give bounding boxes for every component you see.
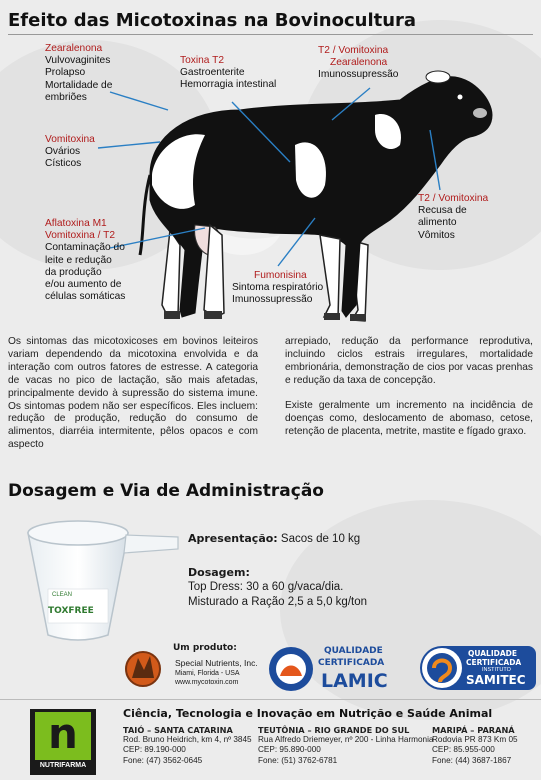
- body-text-left: Os sintomas das micotoxicoses em bovinos leiteiros variam dependendo da micotoxina envolvida e da interação com outros fatores de estresse. A categoria de vacas no pico de lactação, são mais afetadas, principalmente devido à supressão do sistema imune. Os sintomas podem não ser específicos. Eles incluem: redução de produção, redução do consumo de alimentos, diarréia intermitente, pêlos opacos e com aspecto: [8, 336, 258, 451]
- nutrifarma-logo: [30, 709, 96, 775]
- label-line: embriões: [45, 91, 87, 103]
- label-line: Recusa de: [418, 205, 467, 217]
- producer-label: Um produto:: [173, 643, 237, 653]
- office-taio: [123, 725, 252, 766]
- lamic-brand: LAMIC: [321, 670, 388, 692]
- label-toxin: Zearalenona: [45, 43, 103, 54]
- label-t2-vomitoxina-recusa: [418, 193, 488, 242]
- samitec-brand: SAMITEC: [466, 673, 526, 687]
- scoop-label-small: CLEAN: [52, 592, 73, 598]
- label-line: Gastroenterite: [180, 67, 245, 79]
- label-line: Ovários: [45, 146, 81, 158]
- label-line: leite e redução: [45, 254, 112, 266]
- office-city: TAIÓ – SANTA CATARINA: [123, 725, 233, 735]
- office-phone: Fone: (44) 3687-1867: [432, 755, 512, 765]
- presentation-value: Sacos de 10 kg: [280, 533, 361, 545]
- label-zearalenona: [45, 43, 112, 104]
- scoop-label-brand: TOXFREE: [48, 606, 94, 616]
- producer-company: Special Nutrients, Inc.: [175, 658, 258, 668]
- label-toxin: T2 / Vomitoxina: [418, 193, 489, 204]
- label-t2-vomitoxina-zearalenona: [318, 45, 398, 82]
- title-divider: [8, 34, 533, 35]
- lamic-certification-badge: [266, 644, 404, 694]
- presentation-row: [188, 532, 360, 546]
- nutrifarma-logo-text: NUTRIFARMA: [39, 762, 87, 769]
- office-cep: CEP: 95.890-000: [258, 745, 321, 755]
- lamic-top: QUALIDADE: [324, 646, 383, 656]
- label-line: Vulvovaginites: [45, 55, 111, 67]
- label-line: células somáticas: [45, 291, 126, 303]
- producer-info: [175, 659, 258, 688]
- label-toxin: Vomitoxina / T2: [45, 230, 116, 242]
- office-city: TEUTÔNIA – RIO GRANDE DO SUL: [258, 725, 410, 735]
- presentation-label: Apresentação:: [188, 532, 278, 545]
- label-toxin: Zearalenona: [330, 57, 388, 69]
- samitec-certification-badge: [420, 646, 536, 690]
- office-cep: CEP: 85.955-000: [432, 745, 495, 755]
- producer-address: Miami, Florida - USA: [175, 669, 240, 677]
- label-line: Sintoma respiratório: [232, 282, 324, 294]
- label-aflatoxina: [45, 218, 125, 303]
- label-line: Contaminação do: [45, 242, 125, 254]
- label-toxin: Fumonisina: [254, 270, 307, 281]
- samitec-emblem-icon: [420, 646, 464, 690]
- lamic-emblem-icon: [266, 644, 316, 694]
- dosage-line-2: Misturado a Ração 2,5 a 5,0 kg/ton: [188, 596, 367, 608]
- office-address: Rodovia PR 873 Km 05: [432, 735, 518, 745]
- special-nutrients-logo: [124, 648, 162, 690]
- label-toxin: Toxina T2: [180, 55, 224, 66]
- office-phone: Fone: (51) 3762-6781: [258, 755, 338, 765]
- label-toxin: Aflatoxina M1: [45, 218, 107, 229]
- label-line: Mortalidade de: [45, 79, 113, 91]
- label-line: Imunossupressão: [318, 69, 399, 81]
- producer-site: www.mycotoxin.com: [175, 679, 239, 686]
- office-maripa: [432, 725, 518, 766]
- lamic-mid: CERTIFICADA: [318, 658, 385, 668]
- office-cep: CEP: 89.190-000: [123, 745, 186, 755]
- label-toxin: Vomitoxina: [45, 134, 95, 145]
- samitec-mid: CERTIFICADA: [466, 658, 522, 667]
- label-line: Císticos: [45, 158, 82, 170]
- nutrifarma-logo-letter: n: [35, 712, 91, 760]
- dosage-line-1: Top Dress: 30 a 60 g/vaca/dia.: [188, 581, 344, 593]
- office-teutonia: [258, 725, 433, 766]
- label-fumonisina: [232, 270, 323, 307]
- footer-headline: Ciência, Tecnologia e Inovação em Nutrição e Saúde Animal: [123, 707, 493, 720]
- label-line: e/ou aumento de: [45, 279, 122, 291]
- office-city: MARIPÁ – PARANÁ: [432, 725, 515, 735]
- samitec-small: INSTITUTO: [482, 667, 511, 673]
- label-toxin: T2 / Vomitoxina: [318, 45, 389, 56]
- body-text-right-1: arrepiado, redução da performance reprodutiva, incluindo ciclos estrais irregulares, mortalidade embrionária, demonstração de cios por vacas prenhas e redução da taxa de concepção.: [285, 336, 533, 386]
- body-text-right-2: Existe geralmente um incremento na incidência de doenças como, deslocamento de abomaso, cetose, retenção de placenta, metrite, mastite e fígado graxo.: [285, 400, 533, 437]
- label-toxina-t2: [180, 55, 276, 92]
- label-line: da produção: [45, 266, 102, 278]
- label-line: alimento: [418, 217, 457, 229]
- label-line: Prolapso: [45, 67, 86, 79]
- footer-divider: [0, 699, 541, 700]
- dosage-section-title: Dosagem e Via de Administração: [8, 481, 324, 501]
- label-vomitoxina: [45, 134, 95, 171]
- dosage-label: Dosagem:: [188, 566, 250, 579]
- label-line: Imunossupressão: [232, 294, 313, 306]
- samitec-top: QUALIDADE: [468, 649, 517, 658]
- label-line: Hemorragia intestinal: [180, 79, 277, 91]
- page-title: Efeito das Micotoxinas na Bovinocultura: [8, 10, 417, 31]
- office-address: Rua Alfredo Driemeyer, nº 200 - Linha Harmonia: [258, 735, 434, 745]
- measuring-scoop-image: [8, 515, 183, 645]
- office-address: Rod. Bruno Heidrich, km 4, nº 3845: [123, 735, 252, 745]
- office-phone: Fone: (47) 3562-0645: [123, 755, 203, 765]
- label-line: Vômitos: [418, 229, 455, 241]
